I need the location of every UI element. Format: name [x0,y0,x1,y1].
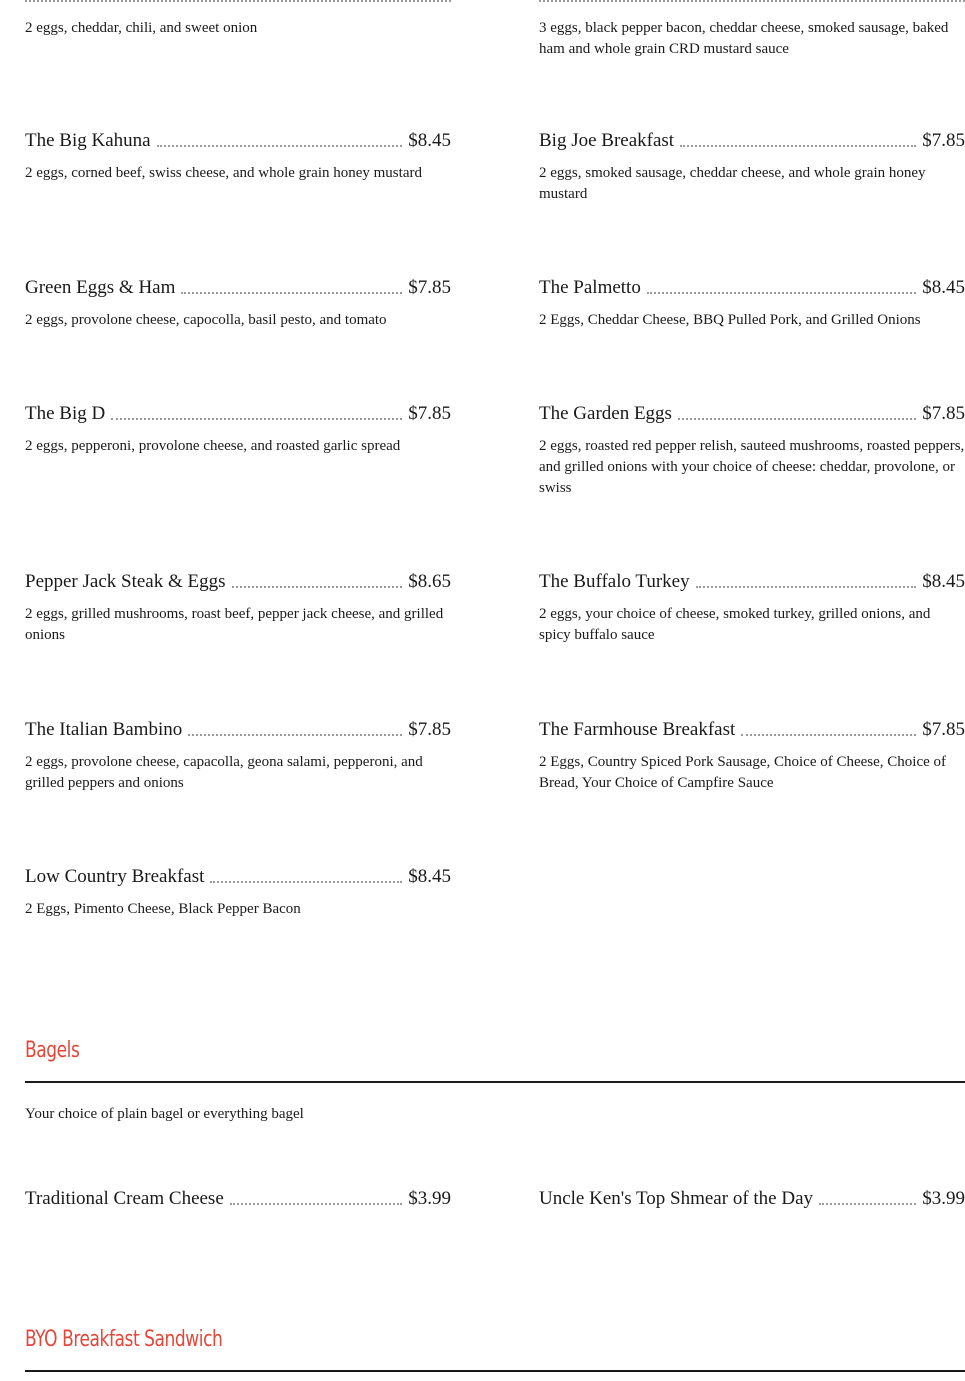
item-name: Big Joe Breakfast [539,130,675,151]
item-price: $7.85 [408,719,451,740]
item-description: 2 eggs, smoked sausage, cheddar cheese, and whole grain honey mustard [539,165,926,202]
section-divider [25,1081,965,1083]
menu-item-top-right [539,18,965,60]
item-name: Pepper Jack Steak & Eggs [25,571,226,592]
section-note: Your choice of plain bagel or everything bagel [25,1106,304,1122]
item-header [25,571,451,593]
item-description: 2 eggs, your choice of cheese, smoked turkey, grilled onions, and spicy buffalo sauce [539,606,931,643]
menu-item-pepper-jack-steak-eggs[interactable] [25,571,451,646]
item-name: Green Eggs & Ham [25,277,176,298]
menu-item-low-country-breakfast[interactable] [25,866,451,920]
dot-leader [230,1203,402,1205]
item-description: 3 eggs, black pepper bacon, cheddar cheese, smoked sausage, baked ham and whole grain CRD mustard sauce [539,20,949,57]
item-header [539,571,965,593]
item-name: Traditional Cream Cheese [25,1188,224,1209]
item-header [539,277,965,299]
item-name: The Farmhouse Breakfast [539,719,736,740]
item-description: 2 eggs, corned beef, swiss cheese, and whole grain honey mustard [25,165,422,181]
item-name: The Big D [25,403,106,424]
dot-leader [680,145,916,147]
section-title-bagels: Bagels [25,1038,80,1063]
item-price: $8.45 [922,277,965,298]
menu-item-farmhouse-breakfast[interactable] [539,719,965,794]
item-price: $8.45 [408,866,451,887]
item-price: $8.65 [408,571,451,592]
item-name: Low Country Breakfast [25,866,205,887]
item-header [539,719,965,741]
item-header [539,403,965,425]
clipped-item-head-right [539,0,965,4]
item-header [25,403,451,425]
item-header [25,719,451,741]
menu-item-top-left [25,18,451,39]
menu-item-green-eggs-ham[interactable] [25,277,451,331]
menu-item-palmetto[interactable] [539,277,965,331]
menu-item-big-kahuna[interactable] [25,130,451,184]
menu-item-big-d[interactable] [25,403,451,457]
item-price: $3.99 [922,1188,965,1209]
dot-leader [210,881,402,883]
menu-item-big-joe-breakfast[interactable] [539,130,965,205]
menu-item-garden-eggs[interactable] [539,403,965,499]
section-title-byo: BYO Breakfast Sandwich [25,1327,223,1352]
item-name: The Garden Eggs [539,403,672,424]
dot-leader [696,586,917,588]
dot-leader [819,1203,916,1205]
item-description: 2 eggs, cheddar, chili, and sweet onion [25,20,258,36]
dot-leader [232,586,403,588]
item-description: 2 eggs, roasted red pepper relish, sauteed mushrooms, roasted peppers, and grilled onions with your choice of cheese: cheddar, provolone, or swiss [539,438,965,496]
item-header [25,130,451,152]
menu-item-traditional-cream-cheese[interactable] [25,1188,451,1210]
item-header [25,1188,451,1210]
dot-leader [181,292,402,294]
menu-item-italian-bambino[interactable] [25,719,451,794]
section-divider [25,1370,965,1372]
item-header [539,1188,965,1210]
dot-leader [157,145,403,147]
item-price: $7.85 [408,403,451,424]
item-header [25,866,451,888]
item-description: 2 Eggs, Cheddar Cheese, BBQ Pulled Pork, and Grilled Onions [539,312,921,328]
item-description: 2 Eggs, Pimento Cheese, Black Pepper Bacon [25,901,301,917]
item-name: The Big Kahuna [25,130,151,151]
clipped-item-head-left [25,0,451,4]
dot-leader [188,734,402,736]
item-header [25,277,451,299]
item-header [539,130,965,152]
item-description: 2 eggs, provolone cheese, capocolla, basil pesto, and tomato [25,312,387,328]
item-price: $7.85 [922,719,965,740]
menu-item-top-shmear[interactable] [539,1188,965,1210]
item-price: $7.85 [922,130,965,151]
item-price: $8.45 [922,571,965,592]
item-price: $3.99 [408,1188,451,1209]
item-description: 2 eggs, pepperoni, provolone cheese, and roasted garlic spread [25,438,401,454]
dot-leader [111,418,402,420]
item-price: $7.85 [408,277,451,298]
item-description: 2 Eggs, Country Spiced Pork Sausage, Choice of Cheese, Choice of Bread, Your Choice of Campfire Sauce [539,754,947,791]
item-description: 2 eggs, grilled mushrooms, roast beef, pepper jack cheese, and grilled onions [25,606,444,643]
item-name: The Palmetto [539,277,641,298]
item-price: $7.85 [922,403,965,424]
item-name: The Italian Bambino [25,719,183,740]
item-name: Uncle Ken's Top Shmear of the Day [539,1188,814,1209]
item-description: 2 eggs, provolone cheese, capacolla, geona salami, pepperoni, and grilled peppers and onions [25,754,423,791]
dot-leader [741,734,916,736]
menu-item-buffalo-turkey[interactable] [539,571,965,646]
dot-leader [678,418,916,420]
item-name: The Buffalo Turkey [539,571,690,592]
dot-leader [647,292,916,294]
item-price: $8.45 [408,130,451,151]
